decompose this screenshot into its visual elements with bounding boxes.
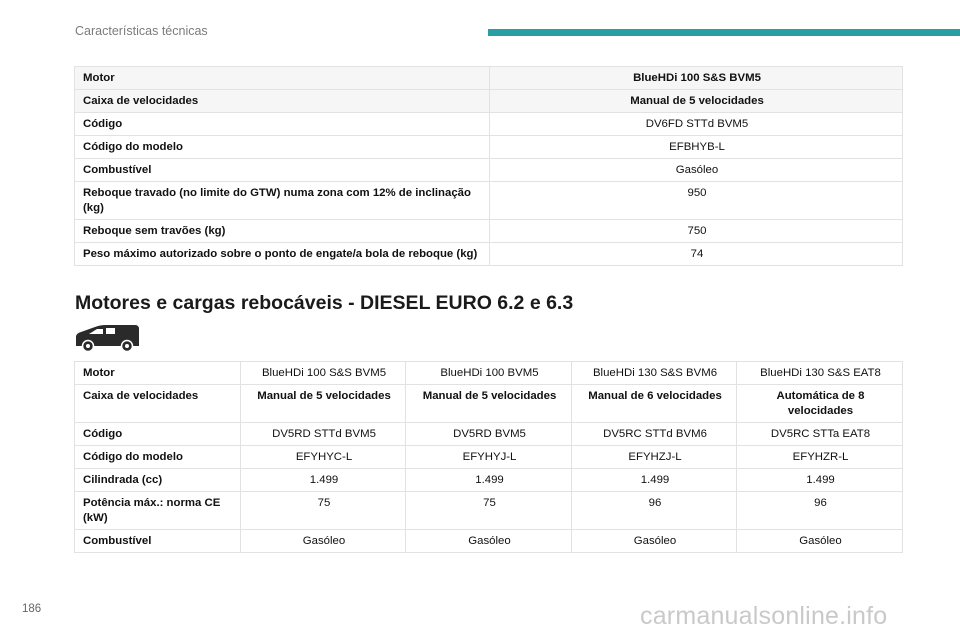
row-value: DV5RD STTd BVM5 — [241, 423, 406, 446]
row-label: Caixa de velocidades — [75, 90, 490, 113]
row-label: Código — [75, 113, 490, 136]
row-value: 96 — [737, 492, 903, 530]
row-label: Código do modelo — [75, 446, 241, 469]
row-value: Gasóleo — [737, 530, 903, 553]
row-label: Peso máximo autorizado sobre o ponto de engate/a bola de reboque (kg) — [75, 243, 490, 266]
row-value: EFYHZJ-L — [572, 446, 737, 469]
row-value: Manual de 5 velocidades — [490, 90, 903, 113]
towing-table-1 — [74, 66, 903, 266]
table-row — [75, 136, 903, 159]
header-title: Características técnicas — [75, 24, 208, 38]
row-value: 75 — [406, 492, 572, 530]
row-value: Gasóleo — [490, 159, 903, 182]
row-label: Código — [75, 423, 241, 446]
table-row — [75, 423, 903, 446]
row-value: Automática de 8 velocidades — [737, 385, 903, 423]
row-value: 1.499 — [737, 469, 903, 492]
row-value: 96 — [572, 492, 737, 530]
table-row — [75, 90, 903, 113]
row-value: DV5RD BVM5 — [406, 423, 572, 446]
row-value: BlueHDi 100 BVM5 — [406, 362, 572, 385]
row-value: DV5RC STTd BVM6 — [572, 423, 737, 446]
table-row — [75, 220, 903, 243]
row-label: Código do modelo — [75, 136, 490, 159]
table-row — [75, 492, 903, 530]
towing-table-2 — [74, 361, 903, 553]
header-accent-bar — [488, 29, 960, 36]
row-value: 74 — [490, 243, 903, 266]
row-label: Motor — [75, 362, 241, 385]
row-value: BlueHDi 130 S&S BVM6 — [572, 362, 737, 385]
row-value: EFYHZR-L — [737, 446, 903, 469]
table-row — [75, 469, 903, 492]
row-label: Combustível — [75, 530, 241, 553]
row-value: Gasóleo — [406, 530, 572, 553]
table-row — [75, 243, 903, 266]
van-icon — [73, 324, 141, 352]
table-row — [75, 446, 903, 469]
table-header-row — [75, 67, 903, 90]
row-value: EFYHYJ-L — [406, 446, 572, 469]
table-row — [75, 182, 903, 220]
row-value: DV5RC STTa EAT8 — [737, 423, 903, 446]
row-label: Potência máx.: norma CE (kW) — [75, 492, 241, 530]
row-value: EFBHYB-L — [490, 136, 903, 159]
row-value: Gasóleo — [572, 530, 737, 553]
row-value: EFYHYC-L — [241, 446, 406, 469]
row-value: Manual de 5 velocidades — [241, 385, 406, 423]
row-value: 75 — [241, 492, 406, 530]
watermark: carmanualsonline.info — [640, 602, 888, 630]
table-row — [75, 385, 903, 423]
table-row — [75, 159, 903, 182]
row-label: Cilindrada (cc) — [75, 469, 241, 492]
row-label: Combustível — [75, 159, 490, 182]
row-value: BlueHDi 100 S&S BVM5 — [241, 362, 406, 385]
table-row — [75, 530, 903, 553]
row-value: 1.499 — [241, 469, 406, 492]
row-value: Manual de 6 velocidades — [572, 385, 737, 423]
row-value: BlueHDi 100 S&S BVM5 — [490, 67, 903, 90]
row-label: Motor — [75, 67, 490, 90]
row-value: BlueHDi 130 S&S EAT8 — [737, 362, 903, 385]
section-title: Motores e cargas rebocáveis - DIESEL EURO 6.2 e 6.3 — [75, 292, 574, 314]
row-value: DV6FD STTd BVM5 — [490, 113, 903, 136]
row-label: Caixa de velocidades — [75, 385, 241, 423]
row-label: Reboque travado (no limite do GTW) numa zona com 12% de inclinação (kg) — [75, 182, 490, 220]
table-header-row — [75, 362, 903, 385]
row-value: 1.499 — [572, 469, 737, 492]
table-row — [75, 113, 903, 136]
page-number: 186 — [22, 603, 42, 615]
row-value: Gasóleo — [241, 530, 406, 553]
row-value: 1.499 — [406, 469, 572, 492]
row-value: 750 — [490, 220, 903, 243]
row-value: 950 — [490, 182, 903, 220]
row-value: Manual de 5 velocidades — [406, 385, 572, 423]
row-label: Reboque sem travões (kg) — [75, 220, 490, 243]
